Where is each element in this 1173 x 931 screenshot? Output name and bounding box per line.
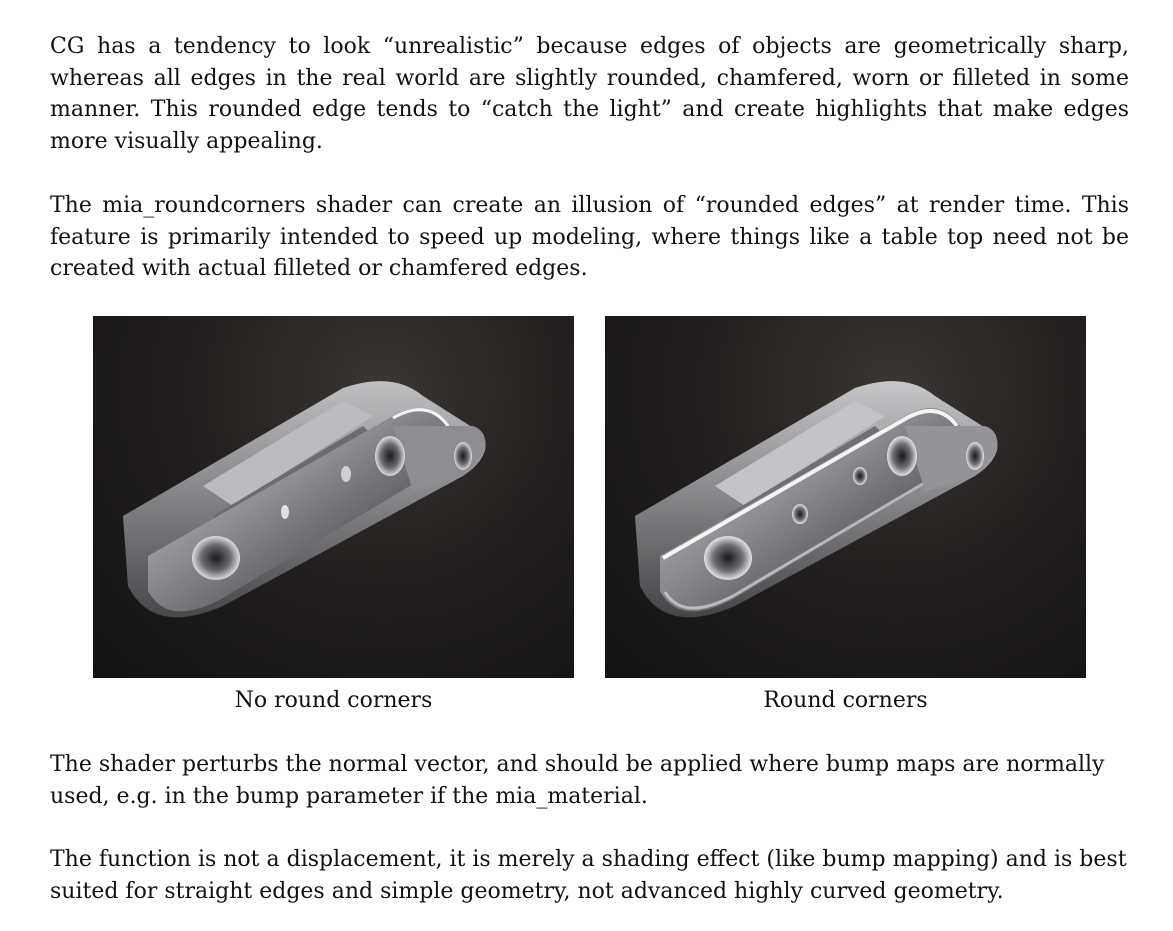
- displacement-paragraph: The function is not a displacement, it is merely a shading effect (like bump mapping) and is best suited for straight edges and simple geometry, not advanced highly curved geometry.: [50, 847, 1127, 904]
- caption-round-corners: Round corners: [763, 688, 928, 713]
- caption-no-round-corners: No round corners: [234, 688, 433, 713]
- render-no-round-corners: [93, 316, 574, 678]
- intro-paragraph: CG has a tendency to look “unrealistic” because edges of objects are geometrically sharp, whereas all edges in the real world are slightly rounded, chamfered, worn or filleted in some manner. This rounded edge tends to “catch the light” and create highlights that make edges more visually appealing.: [50, 34, 1129, 154]
- shader-paragraph: The mia_roundcorners shader can create an illusion of “rounded edges” at render time. This feature is primarily intended to speed up modeling, where things like a table top need not be created with actual filleted or chamfered edges.: [50, 193, 1129, 281]
- normal-vector-paragraph: The shader perturbs the normal vector, and should be applied where bump maps are normally used, e.g. in the bump parameter if the mia_material.: [50, 752, 1105, 809]
- render-round-corners: [605, 316, 1086, 678]
